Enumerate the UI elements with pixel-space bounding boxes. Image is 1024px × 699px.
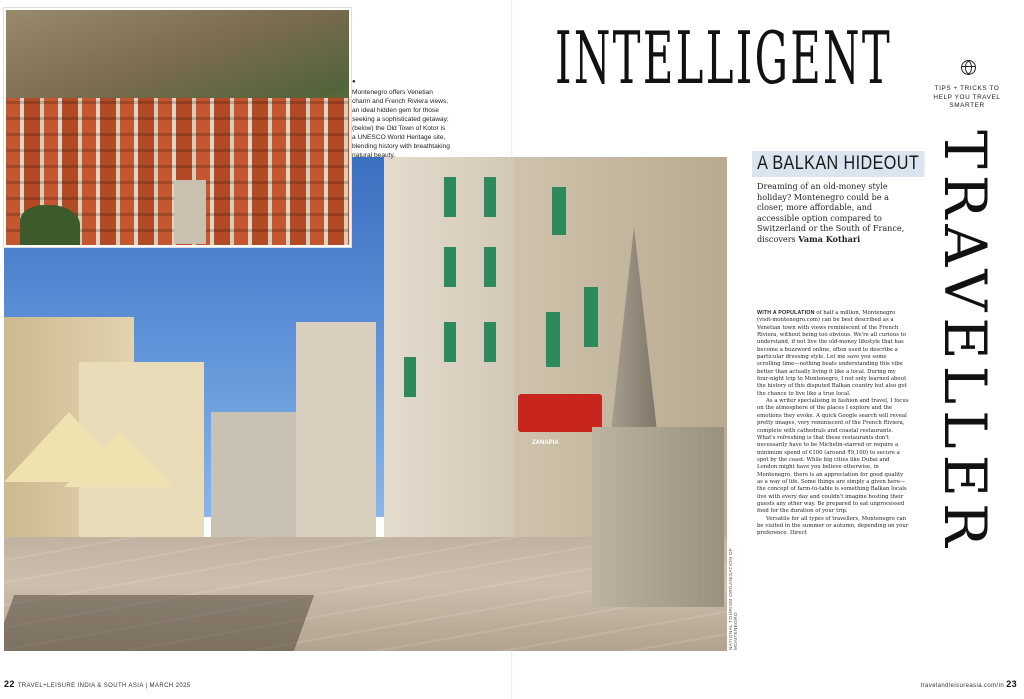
author-name: Vama Kothari — [798, 233, 861, 244]
caption-bullet: ● — [352, 79, 356, 85]
tree — [20, 205, 80, 245]
obelisk-pedestal — [592, 427, 724, 607]
footer-left-text: TRAVEL+LEISURE INDIA & SOUTH ASIA | MARCH 2025 — [17, 683, 191, 689]
photo-caption — [352, 78, 450, 160]
section-title-intelligent: INTELLIGENT — [555, 16, 893, 100]
building-main — [384, 157, 534, 577]
article-standfirst — [757, 181, 907, 245]
window-shutter — [404, 357, 416, 397]
window-shutter — [444, 177, 456, 217]
footer-right-text: travelandleisureasia.com/in — [920, 683, 1005, 689]
kotor-aerial-photo — [4, 8, 351, 247]
standfirst-text: Dreaming of an old-money style holiday? Montenegro could be a closer, more affordable, and accessible option compared to Switzerland or the South of France, discovers — [757, 181, 905, 244]
window-shutter — [444, 247, 456, 287]
page-number-right: 23 — [1006, 679, 1017, 689]
lead-in: WITH A POPULATION — [757, 310, 815, 316]
paragraph-1 — [757, 310, 909, 398]
globe-icon — [961, 60, 976, 75]
section-title-traveller: TRAVELLER — [931, 130, 999, 553]
awning-label: ZANAPIA — [532, 440, 559, 446]
page-number-left: 22 — [4, 679, 15, 689]
window-shutter — [546, 312, 560, 367]
paragraph-2: As a writer specialising in fashion and travel, I focus on the atmosphere of the places I explore and the emotions they evoke. A quick Google search will reveal pretty images, very reminiscent of the French Riviera, complete with cathedrals and coastal restaurants. What's refreshing is that these restaurants don't necessarily have to be Michelin-starred or require a minimum spend of €100 (around ₹9,100) to secure a spot by the coast. While big cities like Dubai and London might have you believe otherwise, in Montenegro, there is an appreciation for good quality as a way of life. Some things are simply a given here—the concept of farm-to-table is something Balkan locals live with every day and couldn't imagine hosting their guests any other way. Be prepared to eat unprocessed food for the duration of your trip. — [757, 398, 909, 515]
footer-left — [4, 679, 191, 689]
footer-right — [921, 679, 1020, 689]
photo-credit: NATIONAL TOURISM ORGANISATION OF MONTENEGRO — [729, 547, 739, 650]
paragraph-3: Versatile for all types of travellers, Montenegro can be visited in the summer or autumn, depending on your preference. Direct — [757, 515, 909, 537]
window-shutter — [584, 287, 598, 347]
red-awning — [518, 394, 602, 432]
article-headline: A BALKAN HIDEOUT — [752, 151, 924, 177]
plaza-shadow — [4, 595, 314, 651]
window-shutter — [484, 247, 496, 287]
clock-tower — [174, 180, 206, 244]
window-shutter — [484, 177, 496, 217]
window-shutter — [444, 322, 456, 362]
window-shutter — [552, 187, 566, 235]
paragraph-1-text: of half a million, Montenegro (visit-montenegro.com) can be best described as a Venetian town with views reminiscent of the French Riviera, without being too obvious. We're all curious to understand, if not live the old-money lifestyle that has become a buzzword online, often used to describe a particular dressing style. Let me save you some scrolling time—nothing beats understanding this vibe better than actually living it like a local. During my four-night trip to Montenegro, I not only learned about the history of this disputed Balkan country but also got the chance to live like a true local. — [757, 310, 907, 397]
window-shutter — [484, 322, 496, 362]
article-body — [757, 310, 909, 538]
section-tagline: TIPS + TRICKS TO HELP YOU TRAVEL SMARTER — [933, 85, 1001, 109]
caption-text: Montenegro offers Venetian charm and French Riviera views, an ideal hidden gem for those seeking a sophisticated getaway; (below) the Old Town of Kotor is a UNESCO World Heritage site, blending history with breathtaking natural beauty. — [352, 89, 450, 159]
